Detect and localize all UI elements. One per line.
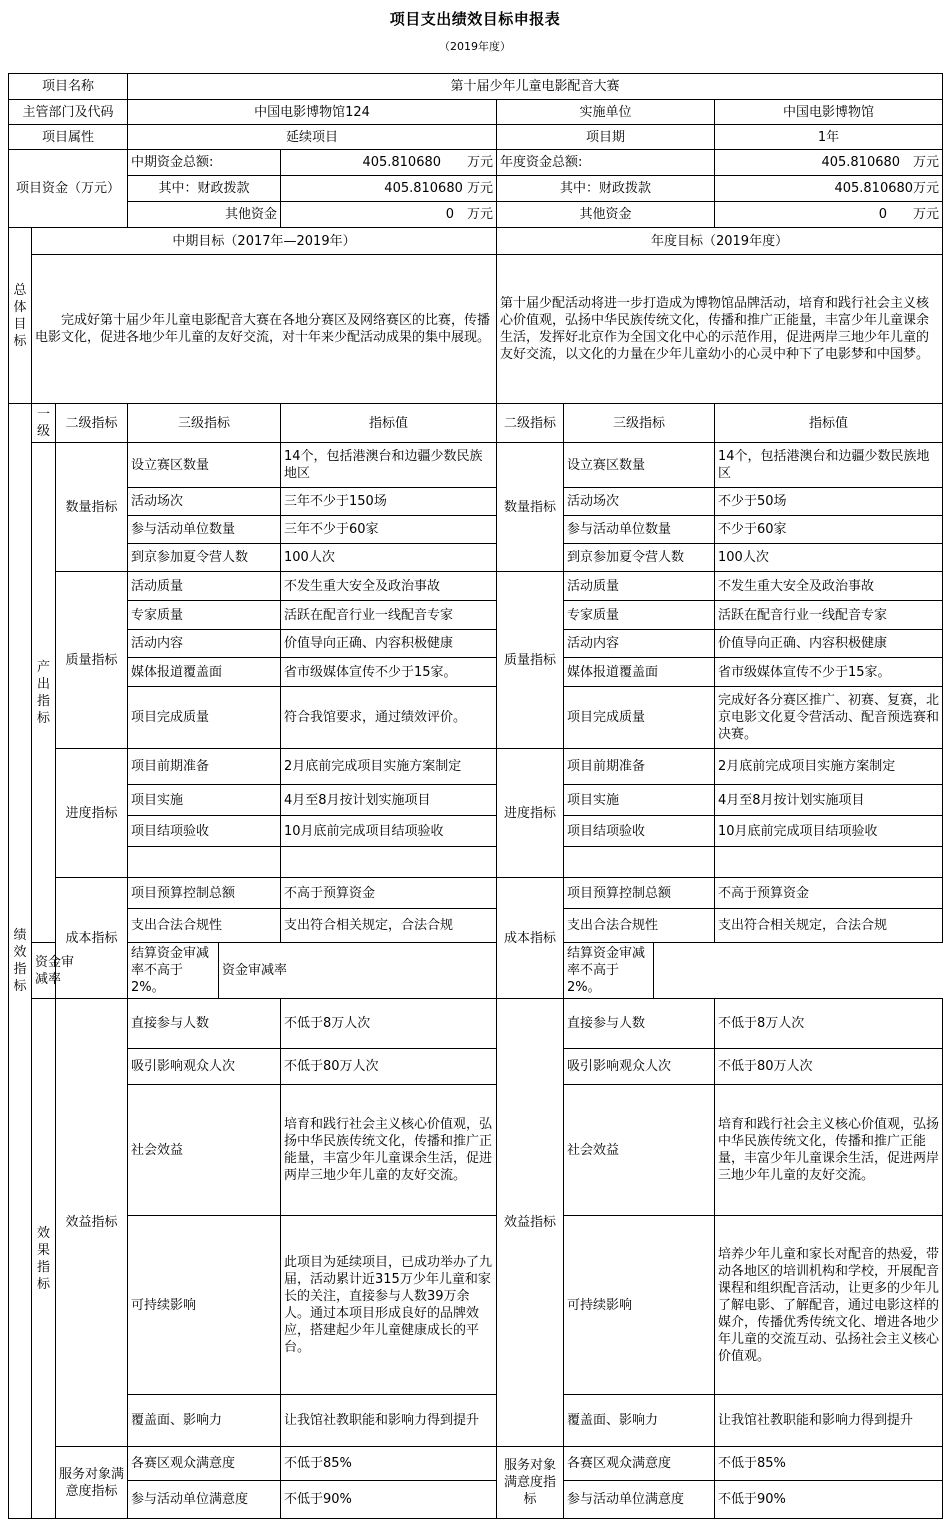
q4-name-mid: 到京参加夏令营人数 <box>128 544 281 572</box>
c2-value-year: 支出符合相关规定，合法合规 <box>715 909 943 943</box>
progress-label-mid: 进度指标 <box>56 749 128 878</box>
progress-empty-name-year <box>564 847 715 878</box>
ql3-value-mid: 价值导向正确、内容积极健康 <box>281 630 497 658</box>
quantity-label-year: 数量指标 <box>497 443 564 572</box>
level3-header-mid: 三级指标 <box>128 404 281 443</box>
ql1-value-year: 不发生重大安全及政治事故 <box>715 572 943 601</box>
b4-name-year: 可持续影响 <box>564 1216 715 1395</box>
value-header-year: 指标值 <box>715 404 943 443</box>
year-other-value: 0 万元 <box>715 202 943 228</box>
dept-label: 主管部门及代码 <box>9 100 128 125</box>
ql4-name-year: 媒体报道覆盖面 <box>564 658 715 687</box>
ql1-name-year: 活动质量 <box>564 572 715 601</box>
year-total-value: 405.810680 万元 <box>715 150 943 176</box>
progress-label-year: 进度指标 <box>497 749 564 878</box>
q2-name-year: 活动场次 <box>564 488 715 516</box>
mid-goal-text: 完成好第十届少年儿童电影配音大赛在各地分赛区及网络赛区的比赛，传播电影文化，促进各地少年儿童的友好交流，对十年来少配活动成果的集中展现。 <box>32 255 497 404</box>
year-total-label: 年度资金总额: <box>497 150 715 176</box>
p3-name-year: 项目结项验收 <box>564 816 715 847</box>
progress-empty-name-mid <box>128 847 281 878</box>
b5-name-year: 覆盖面、影响力 <box>564 1395 715 1447</box>
mid-other-value: 0 万元 <box>281 202 497 228</box>
year-fiscal-label: 其中：财政拨款 <box>497 176 715 202</box>
impl-unit-value: 中国电影博物馆 <box>715 100 943 125</box>
c1-value-year: 不高于预算资金 <box>715 878 943 909</box>
mid-fiscal-label: 其中：财政拨款 <box>128 176 281 202</box>
level2-header-year: 二级指标 <box>497 404 564 443</box>
cost-label-year: 成本指标 <box>497 878 564 999</box>
s2-name-year: 参与活动单位满意度 <box>564 1481 715 1519</box>
progress-empty-value-mid <box>281 847 497 878</box>
c1-value-mid: 不高于预算资金 <box>281 878 497 909</box>
p3-name-mid: 项目结项验收 <box>128 816 281 847</box>
year-goal-header: 年度目标（2019年度） <box>497 228 943 255</box>
level3-header-year: 三级指标 <box>564 404 715 443</box>
c2-value-mid: 支出符合相关规定，合法合规 <box>281 909 497 943</box>
q2-value-mid: 三年不少于150场 <box>281 488 497 516</box>
ql2-value-mid: 活跃在配音行业一线配音专家 <box>281 601 497 630</box>
b1-value-year: 不低于8万人次 <box>715 999 943 1049</box>
quality-label-year: 质量指标 <box>497 572 564 749</box>
cost-label-mid: 成本指标 <box>56 878 128 999</box>
q3-name-year: 参与活动单位数量 <box>564 516 715 544</box>
c2-name-mid: 支出合法合规性 <box>128 909 281 943</box>
quality-label-mid: 质量指标 <box>56 572 128 749</box>
q3-value-year: 不少于60家 <box>715 516 943 544</box>
value-header-mid: 指标值 <box>281 404 497 443</box>
progress-empty-value-year <box>715 847 943 878</box>
b3-value-mid: 培育和践行社会主义核心价值观，弘扬中华民族传统文化，传播和推广正能量，丰富少年儿童课余生活，促进两岸三地少年儿童的友好交流。 <box>281 1085 497 1216</box>
b4-value-mid: 此项目为延续项目，已成功举办了九届，活动累计近315万少年儿童和家长的关注，直接参与人数39万余人。通过本项目形成良好的品牌效应，搭建起少年儿童健康成长的平台。 <box>281 1216 497 1395</box>
c3-value-mid: 结算资金审减率不高于2%。 <box>128 943 219 999</box>
form-title: 项目支出绩效目标申报表 <box>389 10 561 28</box>
ql5-value-mid: 符合我馆要求，通过绩效评价。 <box>281 687 497 749</box>
overall-goal-label: 总体目标 <box>9 228 32 404</box>
p2-value-year: 4月至8月按计划实施项目 <box>715 785 943 816</box>
level1-header: 一级 <box>32 404 56 443</box>
c3-name-mid: 资金审减率 <box>32 943 81 999</box>
ql4-name-mid: 媒体报道覆盖面 <box>128 658 281 687</box>
p2-name-year: 项目实施 <box>564 785 715 816</box>
s1-value-year: 不低于85% <box>715 1447 943 1481</box>
ql5-value-year: 完成好各分赛区推广、初赛、复赛，北京电影文化夏令营活动、配音预选赛和决赛。 <box>715 687 943 749</box>
performance-goal-form <box>8 73 943 1519</box>
s2-name-mid: 参与活动单位满意度 <box>128 1481 281 1519</box>
attr-label: 项目属性 <box>9 125 128 150</box>
benefit-label-year: 效益指标 <box>497 999 564 1447</box>
ql2-value-year: 活跃在配音行业一线配音专家 <box>715 601 943 630</box>
mid-fiscal-value: 405.810680 万元 <box>281 176 497 202</box>
year-goal-text: 第十届少配活动将进一步打造成为博物馆品牌活动，培育和践行社会主义核心价值观，弘扬中华民族传统文化，传播和推广正能量，丰富少年儿童课余生活，发挥好北京作为全国文化中心的示范作用，促进两岸三地少年儿童的友好交流，以文化的力量在少年儿童幼小的心灵中种下了电影梦和中国梦。 <box>497 255 943 404</box>
b2-value-mid: 不低于80万人次 <box>281 1049 497 1085</box>
c3-name-year: 资金审减率 <box>219 943 497 999</box>
b3-value-year: 培育和践行社会主义核心价值观，弘扬中华民族传统文化，传播和推广正能量，丰富少年儿童课余生活，促进两岸三地少年儿童的友好交流。 <box>715 1085 943 1216</box>
b3-name-mid: 社会效益 <box>128 1085 281 1216</box>
c1-name-year: 项目预算控制总额 <box>564 878 715 909</box>
b3-name-year: 社会效益 <box>564 1085 715 1216</box>
ql3-name-year: 活动内容 <box>564 630 715 658</box>
output-indicator-label: 产出指标 <box>32 443 56 943</box>
q4-name-year: 到京参加夏令营人数 <box>564 544 715 572</box>
b2-value-year: 不低于80万人次 <box>715 1049 943 1085</box>
c1-name-mid: 项目预算控制总额 <box>128 878 281 909</box>
p3-value-year: 10月底前完成项目结项验收 <box>715 816 943 847</box>
ql5-name-year: 项目完成质量 <box>564 687 715 749</box>
indicators-label: 绩效指标 <box>9 404 32 1519</box>
mid-goal-header: 中期目标（2017年—2019年） <box>32 228 497 255</box>
p3-value-mid: 10月底前完成项目结项验收 <box>281 816 497 847</box>
project-name-label: 项目名称 <box>9 74 128 100</box>
level2-header-mid: 二级指标 <box>56 404 128 443</box>
ql2-name-year: 专家质量 <box>564 601 715 630</box>
q3-value-mid: 三年不少于60家 <box>281 516 497 544</box>
c2-name-year: 支出合法合规性 <box>564 909 715 943</box>
ql1-value-mid: 不发生重大安全及政治事故 <box>281 572 497 601</box>
dept-value: 中国电影博物馆124 <box>128 100 497 125</box>
p1-value-year: 2月底前完成项目实施方案制定 <box>715 749 943 785</box>
b5-value-year: 让我馆社教职能和影响力得到提升 <box>715 1395 943 1447</box>
b2-name-mid: 吸引影响观众人次 <box>128 1049 281 1085</box>
mid-total-label: 中期资金总额: <box>128 150 281 176</box>
benefit-label-mid: 效益指标 <box>56 999 128 1447</box>
q1-value-year: 14个，包括港澳台和边疆少数民族地区 <box>715 443 943 488</box>
ql4-value-mid: 省市级媒体宣传不少于15家。 <box>281 658 497 687</box>
c3-value-year: 结算资金审减率不高于2%。 <box>564 943 654 999</box>
s1-name-mid: 各赛区观众满意度 <box>128 1447 281 1481</box>
period-value: 1年 <box>715 125 943 150</box>
q1-name-year: 设立赛区数量 <box>564 443 715 488</box>
p1-value-mid: 2月底前完成项目实施方案制定 <box>281 749 497 785</box>
q1-value-mid: 14个，包括港澳台和边疆少数民族地区 <box>281 443 497 488</box>
year-fiscal-value: 405.810680万元 <box>715 176 943 202</box>
ql5-name-mid: 项目完成质量 <box>128 687 281 749</box>
period-label: 项目期 <box>497 125 715 150</box>
q4-value-year: 100人次 <box>715 544 943 572</box>
q1-name-mid: 设立赛区数量 <box>128 443 281 488</box>
form-year-note: （2019年度） <box>439 40 511 53</box>
p2-name-mid: 项目实施 <box>128 785 281 816</box>
b4-value-year: 培养少年儿童和家长对配音的热爱，带动各地区的培训机构和学校，开展配音课程和组织配音活动，让更多的少年儿了解电影、了解配音，通过电影这样的媒介，传播优秀传统文化、增进各地少年儿童的交流互动、弘扬社会主义核心价值观。 <box>715 1216 943 1395</box>
b1-value-mid: 不低于8万人次 <box>281 999 497 1049</box>
s2-value-year: 不低于90% <box>715 1481 943 1519</box>
satisfaction-label-mid: 服务对象满意度指标 <box>56 1447 128 1519</box>
q2-value-year: 不少于50场 <box>715 488 943 516</box>
b2-name-year: 吸引影响观众人次 <box>564 1049 715 1085</box>
project-name-value: 第十届少年儿童电影配音大赛 <box>128 74 943 100</box>
attr-value: 延续项目 <box>128 125 497 150</box>
b5-value-mid: 让我馆社教职能和影响力得到提升 <box>281 1395 497 1447</box>
quantity-label-mid: 数量指标 <box>56 443 128 572</box>
q2-name-mid: 活动场次 <box>128 488 281 516</box>
s2-value-mid: 不低于90% <box>281 1481 497 1519</box>
q4-value-mid: 100人次 <box>281 544 497 572</box>
year-other-label: 其他资金 <box>497 202 715 228</box>
ql2-name-mid: 专家质量 <box>128 601 281 630</box>
mid-other-label: 其他资金 <box>128 202 281 228</box>
ql3-value-year: 价值导向正确、内容积极健康 <box>715 630 943 658</box>
s1-name-year: 各赛区观众满意度 <box>564 1447 715 1481</box>
p1-name-year: 项目前期准备 <box>564 749 715 785</box>
ql1-name-mid: 活动质量 <box>128 572 281 601</box>
b5-name-mid: 覆盖面、影响力 <box>128 1395 281 1447</box>
q3-name-mid: 参与活动单位数量 <box>128 516 281 544</box>
funds-label: 项目资金（万元） <box>9 150 128 228</box>
s1-value-mid: 不低于85% <box>281 1447 497 1481</box>
p2-value-mid: 4月至8月按计划实施项目 <box>281 785 497 816</box>
impl-unit-label: 实施单位 <box>497 100 715 125</box>
ql3-name-mid: 活动内容 <box>128 630 281 658</box>
p1-name-mid: 项目前期准备 <box>128 749 281 785</box>
ql4-value-year: 省市级媒体宣传不少于15家。 <box>715 658 943 687</box>
b1-name-mid: 直接参与人数 <box>128 999 281 1049</box>
effect-indicator-label: 效果指标 <box>32 999 56 1519</box>
mid-total-value: 405.810680 万元 <box>281 150 497 176</box>
satisfaction-label-year: 服务对象满意度指标 <box>497 1447 564 1519</box>
b4-name-mid: 可持续影响 <box>128 1216 281 1395</box>
b1-name-year: 直接参与人数 <box>564 999 715 1049</box>
